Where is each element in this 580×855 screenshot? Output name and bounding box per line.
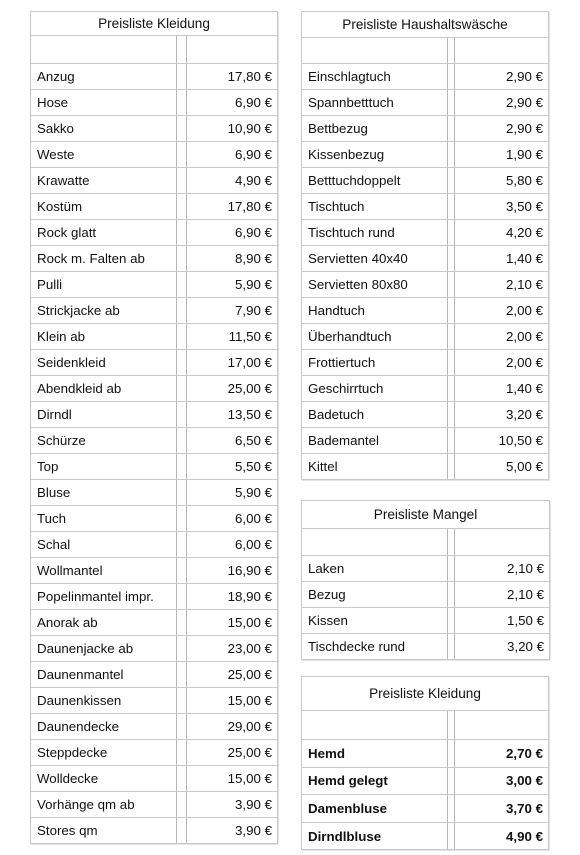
price-table-clothing [30,11,278,844]
table-row [31,792,278,818]
item-price: 25,00 € [187,376,278,402]
item-name: Top [31,454,177,480]
item-price: 3,00 € [455,767,549,795]
spacer-cell [177,740,187,766]
spacer-cell [177,610,187,636]
table-row [31,376,278,402]
item-name: Geschirrtuch [302,376,448,402]
table-row [302,556,550,582]
spacer-cell [177,116,187,142]
table-row [302,298,549,324]
item-name: Daunenjacke ab [31,636,177,662]
item-name: Popelinmantel impr. [31,584,177,610]
item-price: 3,90 € [187,792,278,818]
item-price: 6,00 € [187,506,278,532]
spacer-cell [448,454,455,480]
item-price: 4,20 € [455,220,549,246]
item-name: Abendkleid ab [31,376,177,402]
table-row [31,740,278,766]
table-row [302,402,549,428]
spacer-cell [448,634,455,660]
item-name: Kissen [302,608,448,634]
item-price: 5,80 € [455,168,549,194]
spacer-cell [448,556,455,582]
item-name: Sakko [31,116,177,142]
item-price: 2,10 € [455,582,550,608]
spacer-cell [177,324,187,350]
table-row [31,454,278,480]
price-table-household-linen [301,11,549,480]
item-name: Seidenkleid [31,350,177,376]
table-row [302,168,549,194]
table-row [31,662,278,688]
table-row [302,608,550,634]
item-price: 8,90 € [187,246,278,272]
blank-cell [302,529,448,556]
item-price: 2,90 € [455,116,549,142]
table-row [302,272,549,298]
item-price: 2,00 € [455,350,549,376]
item-price: 25,00 € [187,662,278,688]
item-name: Betttuchdoppelt [302,168,448,194]
item-price: 6,90 € [187,220,278,246]
table-row [302,116,549,142]
item-price: 3,70 € [455,795,549,823]
table-row [31,194,278,220]
blank-cell [455,38,549,64]
price-table-body [302,12,549,480]
table-row [31,688,278,714]
table-title: Preisliste Mangel [302,501,550,529]
spacer-cell [448,795,455,823]
item-price: 2,10 € [455,556,550,582]
item-name: Pulli [31,272,177,298]
spacer-cell [448,740,455,768]
table-row [302,246,549,272]
item-name: Badetuch [302,402,448,428]
spacer-cell [177,792,187,818]
spacer-cell [448,402,455,428]
spacer-cell [448,194,455,220]
item-name: Bettbezug [302,116,448,142]
item-name: Daunenmantel [31,662,177,688]
spacer-cell [177,298,187,324]
table-row [31,506,278,532]
spacer-cell [177,584,187,610]
item-name: Servietten 80x80 [302,272,448,298]
spacer-cell [448,64,455,90]
blank-cell [448,529,455,556]
item-name: Steppdecke [31,740,177,766]
spacer-cell [177,688,187,714]
item-name: Dirndl [31,402,177,428]
table-row [302,142,549,168]
item-name: Kittel [302,454,448,480]
table-row [31,116,278,142]
item-price: 2,90 € [455,64,549,90]
table-row [31,428,278,454]
item-price: 1,40 € [455,376,549,402]
table-row [31,532,278,558]
item-name: Überhandtuch [302,324,448,350]
spacer-cell [177,480,187,506]
item-name: Dirndlbluse [302,822,448,850]
table-row [31,766,278,792]
blank-cell [187,36,278,64]
spacer-cell [448,822,455,850]
spacer-cell [177,636,187,662]
table-row [302,324,549,350]
spacer-cell [448,116,455,142]
table-row [31,610,278,636]
spacer-cell [177,194,187,220]
item-price: 10,90 € [187,116,278,142]
table-row [302,64,549,90]
item-name: Anorak ab [31,610,177,636]
spacer-cell [448,324,455,350]
blank-header-row [302,38,549,64]
item-price: 4,90 € [187,168,278,194]
item-price: 5,90 € [187,272,278,298]
table-row [302,767,549,795]
spacer-cell [177,558,187,584]
table-row [302,376,549,402]
item-price: 15,00 € [187,610,278,636]
item-price: 6,90 € [187,142,278,168]
table-row [31,90,278,116]
blank-cell [302,711,448,740]
blank-header-row [302,711,549,740]
item-price: 4,90 € [455,822,549,850]
spacer-cell [448,272,455,298]
table-row [31,324,278,350]
spacer-cell [177,532,187,558]
spacer-cell [177,272,187,298]
item-price: 2,90 € [455,90,549,116]
table-row [31,272,278,298]
blank-header-row [302,529,550,556]
spacer-cell [448,220,455,246]
blank-header-row [31,36,278,64]
table-title: Preisliste Kleidung [31,12,278,36]
item-price: 7,90 € [187,298,278,324]
spacer-cell [177,376,187,402]
spacer-cell [177,402,187,428]
item-price: 3,90 € [187,818,278,844]
item-name: Rock m. Falten ab [31,246,177,272]
table-row [31,714,278,740]
item-name: Kostüm [31,194,177,220]
spacer-cell [177,64,187,90]
spacer-cell [177,142,187,168]
table-row [302,194,549,220]
item-name: Wollmantel [31,558,177,584]
spacer-cell [448,246,455,272]
spacer-cell [177,766,187,792]
blank-cell [448,38,455,64]
item-price: 1,90 € [455,142,549,168]
item-price: 2,70 € [455,740,549,768]
table-title: Preisliste Kleidung [302,677,549,711]
item-name: Frottiertuch [302,350,448,376]
table-title-row [302,501,550,529]
table-row [302,454,549,480]
table-row [302,582,550,608]
table-row [31,558,278,584]
item-price: 18,90 € [187,584,278,610]
item-price: 15,00 € [187,766,278,792]
item-price: 6,90 € [187,90,278,116]
spacer-cell [448,582,455,608]
item-price: 16,90 € [187,558,278,584]
table-row [31,220,278,246]
table-row [302,822,549,850]
spacer-cell [177,220,187,246]
item-price: 1,40 € [455,246,549,272]
item-name: Klein ab [31,324,177,350]
table-row [31,636,278,662]
table-row [302,740,549,768]
blank-cell [302,38,448,64]
table-row [31,298,278,324]
item-name: Schürze [31,428,177,454]
spacer-cell [448,767,455,795]
item-name: Tischtuch rund [302,220,448,246]
item-name: Kissenbezug [302,142,448,168]
item-price: 6,00 € [187,532,278,558]
item-price: 23,00 € [187,636,278,662]
item-name: Stores qm [31,818,177,844]
item-price: 10,50 € [455,428,549,454]
spacer-cell [177,246,187,272]
table-title-row [302,677,549,711]
table-row [31,818,278,844]
table-title-row [302,12,549,38]
item-price: 5,90 € [187,480,278,506]
spacer-cell [448,376,455,402]
item-name: Servietten 40x40 [302,246,448,272]
table-row [31,142,278,168]
item-name: Rock glatt [31,220,177,246]
item-price: 29,00 € [187,714,278,740]
table-title: Preisliste Haushaltswäsche [302,12,549,38]
table-row [31,480,278,506]
table-row [31,402,278,428]
item-name: Laken [302,556,448,582]
spacer-cell [448,90,455,116]
table-row [302,350,549,376]
item-name: Vorhänge qm ab [31,792,177,818]
price-table-mangle [301,500,550,660]
spacer-cell [177,90,187,116]
item-price: 17,00 € [187,350,278,376]
item-name: Wolldecke [31,766,177,792]
spacer-cell [448,142,455,168]
item-name: Damenbluse [302,795,448,823]
table-row [31,350,278,376]
blank-cell [455,529,550,556]
item-price: 3,50 € [455,194,549,220]
blank-cell [448,711,455,740]
table-row [302,220,549,246]
item-price: 2,00 € [455,298,549,324]
spacer-cell [177,506,187,532]
item-price: 6,50 € [187,428,278,454]
item-price: 3,20 € [455,402,549,428]
item-name: Daunenkissen [31,688,177,714]
item-price: 3,20 € [455,634,550,660]
item-price: 2,00 € [455,324,549,350]
item-price: 17,80 € [187,194,278,220]
item-name: Hemd [302,740,448,768]
spacer-cell [177,168,187,194]
item-price: 15,00 € [187,688,278,714]
item-price: 1,50 € [455,608,550,634]
price-table-shirts [301,676,549,850]
item-name: Tuch [31,506,177,532]
table-row [31,246,278,272]
item-price: 5,00 € [455,454,549,480]
spacer-cell [448,608,455,634]
spacer-cell [448,298,455,324]
item-name: Spannbetttuch [302,90,448,116]
blank-cell [177,36,187,64]
table-row [31,64,278,90]
table-row [302,795,549,823]
spacer-cell [177,818,187,844]
table-row [302,634,550,660]
spacer-cell [177,662,187,688]
item-price: 13,50 € [187,402,278,428]
item-name: Strickjacke ab [31,298,177,324]
spacer-cell [177,714,187,740]
spacer-cell [448,428,455,454]
item-name: Bezug [302,582,448,608]
item-name: Weste [31,142,177,168]
price-table-body [31,12,278,844]
item-name: Schal [31,532,177,558]
item-name: Hemd gelegt [302,767,448,795]
table-row [31,584,278,610]
spacer-cell [177,350,187,376]
item-name: Hose [31,90,177,116]
item-name: Einschlagtuch [302,64,448,90]
item-name: Tischtuch [302,194,448,220]
blank-cell [31,36,177,64]
item-price: 2,10 € [455,272,549,298]
spacer-cell [177,454,187,480]
item-price: 17,80 € [187,64,278,90]
table-row [302,90,549,116]
spacer-cell [448,350,455,376]
spacer-cell [448,168,455,194]
price-table-body [302,677,549,850]
item-name: Bademantel [302,428,448,454]
item-name: Handtuch [302,298,448,324]
item-price: 11,50 € [187,324,278,350]
spacer-cell [177,428,187,454]
item-price: 25,00 € [187,740,278,766]
item-name: Daunendecke [31,714,177,740]
item-name: Anzug [31,64,177,90]
item-name: Tischdecke rund [302,634,448,660]
blank-cell [455,711,549,740]
table-title-row [31,12,278,36]
item-name: Bluse [31,480,177,506]
table-row [31,168,278,194]
table-row [302,428,549,454]
price-table-body [302,501,550,660]
item-name: Krawatte [31,168,177,194]
item-price: 5,50 € [187,454,278,480]
